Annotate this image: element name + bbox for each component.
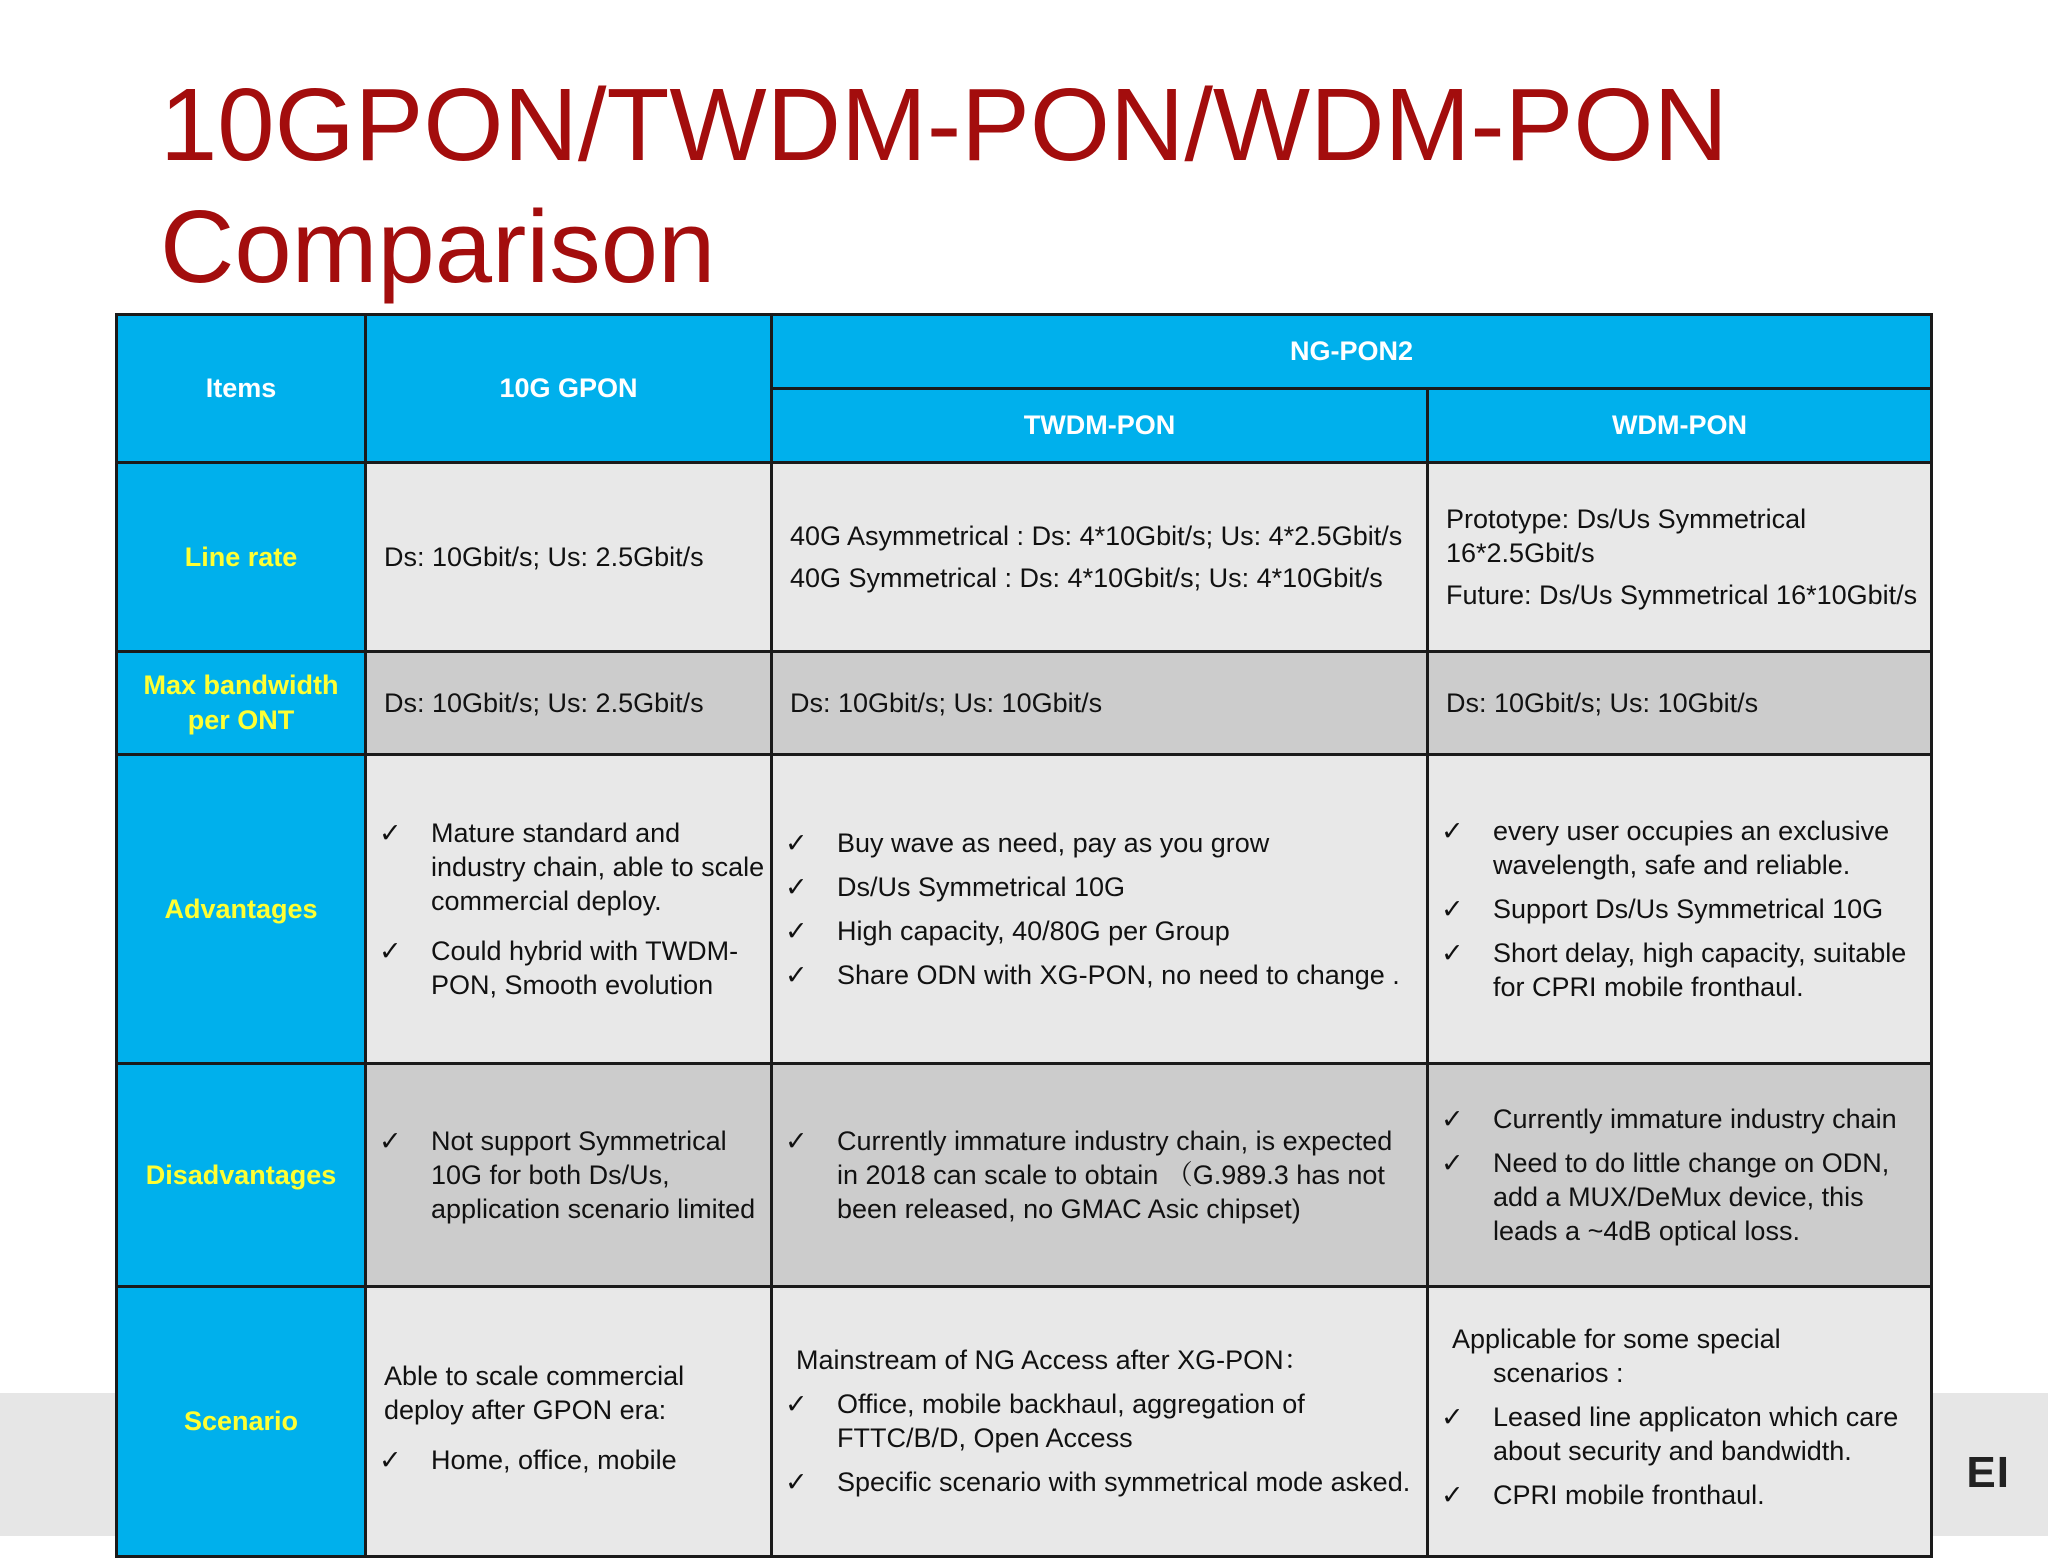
header-wdm-pon: WDM-PON <box>1428 389 1932 463</box>
list-item: ✓ High capacity, 40/80G per Group <box>773 914 1418 948</box>
header-10g-gpon: 10G GPON <box>366 315 772 463</box>
list-item: ✓ Support Ds/Us Symmetrical 10G <box>1429 892 1926 926</box>
check-icon: ✓ <box>785 828 808 858</box>
row-label-disadvantages: Disadvantages <box>117 1064 366 1287</box>
row-label-advantages: Advantages <box>117 755 366 1064</box>
list-item: ✓ Short delay, high capacity, suitable for CPRI mobile fronthaul. <box>1429 936 1926 1004</box>
check-icon: ✓ <box>785 1388 808 1419</box>
line-rate-wdm-prototype: Prototype: Ds/Us Symmetrical 16*2.5Gbit/s <box>1446 504 1807 568</box>
scenario-10g-gpon-intro: Able to scale commercial deploy after GPON era: <box>384 1360 685 1425</box>
max-bw-twdm: Ds: 10Gbit/s; Us: 10Gbit/s <box>790 688 1103 718</box>
check-icon: ✓ <box>1441 1401 1464 1432</box>
brand-logo: EI <box>1966 1448 2010 1497</box>
title-line-1: 10GPON/TWDM-PON/WDM-PON <box>160 67 1728 182</box>
check-icon: ✓ <box>785 1466 808 1497</box>
line-rate-twdm <box>773 519 1426 595</box>
advantages-10g-gpon <box>367 816 770 1002</box>
check-icon: ✓ <box>1441 1479 1464 1510</box>
max-bw-wdm: Ds: 10Gbit/s; Us: 10Gbit/s <box>1446 688 1759 718</box>
scenario-wdm-intro-line2: scenarios : <box>1493 1357 1624 1388</box>
line-rate-twdm-sym: 40G Symmetrical : Ds: 4*10Gbit/s; Us: 4*10Gbit/s <box>790 563 1383 593</box>
check-icon: ✓ <box>1441 894 1464 924</box>
row-max-bandwidth <box>117 652 1932 755</box>
check-icon: ✓ <box>785 872 808 902</box>
header-ng-pon2: NG-PON2 <box>772 315 1932 389</box>
disadvantages-10g-gpon <box>367 1124 770 1226</box>
check-icon: ✓ <box>1441 1148 1464 1178</box>
check-icon: ✓ <box>785 960 808 990</box>
title-line-2: Comparison <box>160 189 716 304</box>
list-item: ✓ Office, mobile backhaul, aggregation of FTTC/B/D, Open Access <box>773 1387 1418 1455</box>
row-line-rate <box>117 463 1932 652</box>
header-items: Items <box>117 315 366 463</box>
scenario-wdm-intro-line1: Applicable for some special <box>1452 1323 1781 1354</box>
list-item: ✓ Currently immature industry chain <box>1429 1102 1926 1136</box>
check-icon: ✓ <box>379 1444 402 1475</box>
scenario-wdm-intro <box>1429 1322 1922 1390</box>
list-item: ✓ Share ODN with XG-PON, no need to change . <box>773 958 1418 992</box>
check-icon: ✓ <box>379 1126 402 1156</box>
check-icon: ✓ <box>1441 1104 1464 1134</box>
check-icon: ✓ <box>1441 938 1464 968</box>
list-item: ✓ Ds/Us Symmetrical 10G <box>773 870 1418 904</box>
disadvantages-wdm <box>1429 1102 1930 1248</box>
list-item: ✓ Specific scenario with symmetrical mode asked. <box>773 1465 1418 1499</box>
list-item: ✓ Home, office, mobile <box>367 1443 762 1477</box>
list-item: ✓ Not support Symmetrical 10G for both Ds/Us, application scenario limited <box>367 1124 766 1226</box>
check-icon: ✓ <box>379 818 402 848</box>
list-item: ✓ Could hybrid with TWDM-PON, Smooth evolution <box>367 934 766 1002</box>
check-icon: ✓ <box>1441 816 1464 846</box>
row-label-scenario: Scenario <box>117 1287 366 1557</box>
slide-title <box>160 64 1960 308</box>
line-rate-10g-gpon: Ds: 10Gbit/s; Us: 2.5Gbit/s <box>384 542 704 572</box>
row-label-max-bandwidth <box>117 652 366 755</box>
advantages-wdm <box>1429 814 1930 1004</box>
check-icon: ✓ <box>379 936 402 966</box>
list-item: ✓ every user occupies an exclusive wavelength, safe and reliable. <box>1429 814 1926 882</box>
row-label-line-rate: Line rate <box>117 463 366 652</box>
check-icon: ✓ <box>785 1126 808 1156</box>
row-label-max-bandwidth-line1: Max bandwidth <box>143 670 339 700</box>
header-twdm-pon: TWDM-PON <box>772 389 1428 463</box>
row-scenario <box>117 1287 1932 1557</box>
list-item: ✓ CPRI mobile fronthaul. <box>1429 1478 1922 1512</box>
list-item: ✓ Mature standard and industry chain, able to scale commercial deploy. <box>367 816 766 918</box>
scenario-twdm <box>773 1343 1426 1499</box>
scenario-wdm <box>1429 1322 1930 1512</box>
list-item: ✓ Need to do little change on ODN, add a MUX/DeMux device, this leads a ~4dB optical loss. <box>1429 1146 1926 1248</box>
line-rate-wdm <box>1429 502 1930 612</box>
scenario-twdm-intro: Mainstream of NG Access after XG-PON： <box>796 1344 1311 1375</box>
advantages-twdm <box>773 826 1426 992</box>
row-advantages <box>117 755 1932 1064</box>
list-item: ✓ Currently immature industry chain, is expected in 2018 can scale to obtain （G.989.3 has not been released, no GMAC Asic chipset) <box>773 1124 1418 1226</box>
row-label-max-bandwidth-line2: per ONT <box>187 705 295 735</box>
disadvantages-twdm <box>773 1124 1426 1226</box>
check-icon: ✓ <box>785 916 808 946</box>
list-item: ✓ Leased line applicaton which care about security and bandwidth. <box>1429 1400 1922 1468</box>
line-rate-wdm-future: Future: Ds/Us Symmetrical 16*10Gbit/s <box>1446 580 1918 610</box>
row-disadvantages <box>117 1064 1932 1287</box>
max-bw-10g-gpon: Ds: 10Gbit/s; Us: 2.5Gbit/s <box>384 688 704 718</box>
scenario-10g-gpon <box>367 1359 770 1477</box>
list-item: ✓ Buy wave as need, pay as you grow <box>773 826 1418 860</box>
comparison-table <box>115 313 1933 1558</box>
line-rate-twdm-asym: 40G Asymmetrical : Ds: 4*10Gbit/s; Us: 4*2.5Gbit/s <box>790 521 1403 551</box>
